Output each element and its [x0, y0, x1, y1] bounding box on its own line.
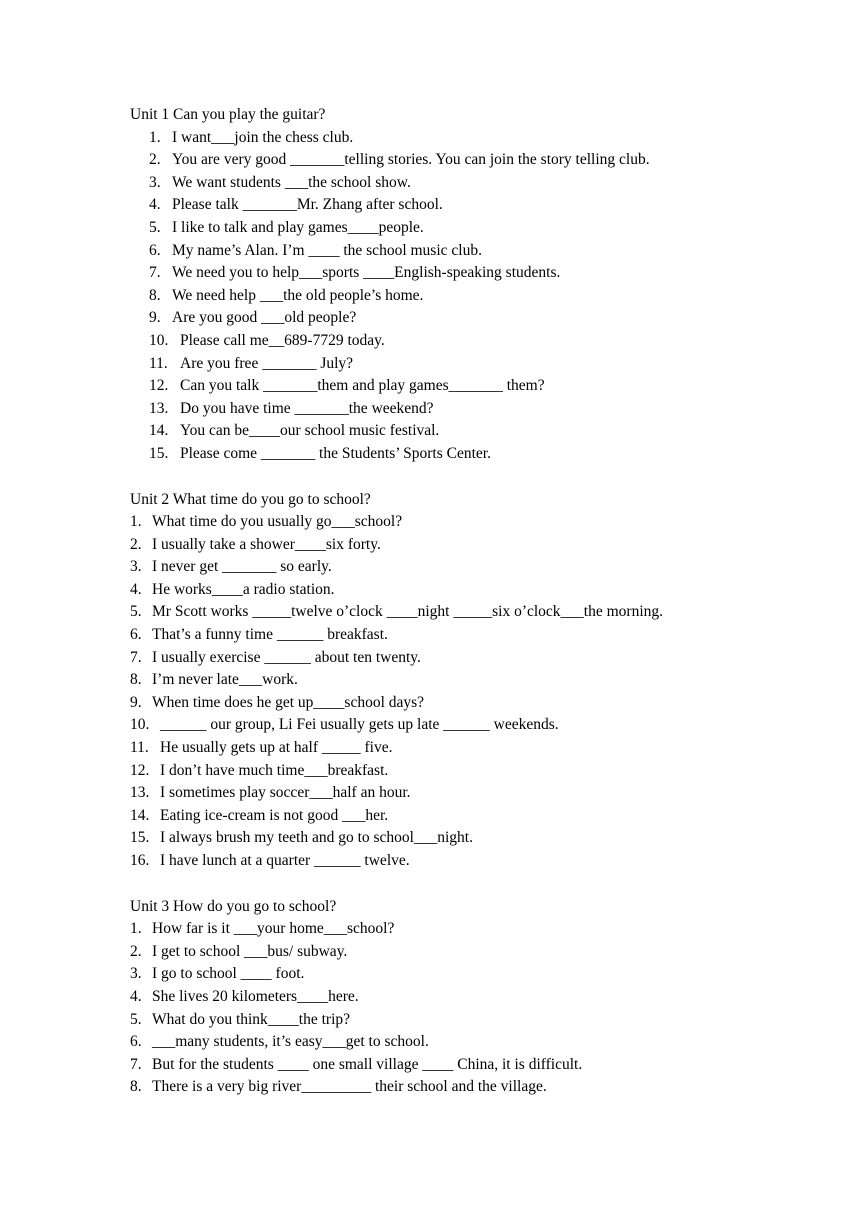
exercise-sentence: We need help ___the old people’s home. — [172, 286, 424, 304]
exercise-number: 7. — [149, 264, 161, 282]
unit-2-title: Unit 2 What time do you go to school? — [130, 490, 371, 508]
exercise-number: 10. — [130, 716, 150, 734]
exercise-item — [130, 1054, 830, 1077]
exercise-number: 14. — [130, 806, 150, 824]
exercise-item — [130, 692, 830, 715]
exercise-item — [130, 330, 830, 353]
exercise-sentence: Are you good ___old people? — [172, 309, 357, 327]
unit-2-exercise-list — [130, 511, 830, 873]
exercise-number: 6. — [130, 626, 142, 644]
exercise-item — [130, 850, 830, 873]
exercise-sentence: She lives 20 kilometers____here. — [152, 987, 359, 1005]
exercise-item — [130, 240, 830, 263]
exercise-sentence: I don’t have much time___breakfast. — [160, 761, 389, 779]
exercise-item — [130, 805, 830, 828]
exercise-number: 1. — [130, 920, 142, 938]
exercise-item — [130, 262, 830, 285]
exercise-sentence: Do you have time _______the weekend? — [180, 399, 434, 417]
exercise-item — [130, 127, 830, 150]
unit-3-title: Unit 3 How do you go to school? — [130, 897, 337, 915]
exercise-number: 9. — [130, 693, 142, 711]
exercise-item — [130, 941, 830, 964]
exercise-sentence: Please call me__689-7729 today. — [180, 331, 385, 349]
unit-1-section — [130, 104, 830, 466]
exercise-number: 2. — [130, 535, 142, 553]
exercise-item — [130, 420, 830, 443]
exercise-number: 4. — [130, 987, 142, 1005]
exercise-item — [130, 737, 830, 760]
exercise-sentence: That’s a funny time ______ breakfast. — [152, 626, 388, 644]
exercise-number: 2. — [149, 151, 161, 169]
exercise-sentence: Mr Scott works _____twelve o’clock ____night _____six o’clock___the morning. — [152, 603, 664, 621]
exercise-number: 8. — [130, 671, 142, 689]
exercise-number: 10. — [149, 331, 169, 349]
exercise-sentence: Eating ice-cream is not good ___her. — [160, 806, 389, 824]
exercise-number: 5. — [130, 603, 142, 621]
exercise-number: 1. — [130, 513, 142, 531]
exercise-item — [130, 149, 830, 172]
exercise-sentence: When time does he get up____school days? — [152, 693, 425, 711]
exercise-item — [130, 963, 830, 986]
exercise-item — [130, 398, 830, 421]
exercise-item — [130, 827, 830, 850]
exercise-sentence: I usually exercise ______ about ten twenty. — [152, 648, 421, 666]
exercise-number: 1. — [149, 128, 161, 146]
exercise-sentence: He usually gets up at half _____ five. — [160, 739, 393, 757]
exercise-number: 15. — [130, 829, 150, 847]
unit-3-section — [130, 896, 830, 1099]
worksheet-page — [130, 104, 830, 1122]
exercise-item — [130, 647, 830, 670]
exercise-item — [130, 285, 830, 308]
exercise-sentence: Are you free _______ July? — [180, 354, 354, 372]
exercise-sentence: There is a very big river_________ their school and the village. — [152, 1078, 547, 1096]
exercise-item — [130, 375, 830, 398]
exercise-item — [130, 194, 830, 217]
exercise-sentence: How far is it ___your home___school? — [152, 920, 395, 938]
exercise-sentence: I never get _______ so early. — [152, 558, 332, 576]
exercise-item — [130, 307, 830, 330]
exercise-number: 12. — [130, 761, 150, 779]
exercise-sentence: I go to school ____ foot. — [152, 965, 305, 983]
exercise-number: 11. — [149, 354, 168, 372]
exercise-item — [130, 556, 830, 579]
exercise-number: 5. — [130, 1010, 142, 1028]
exercise-number: 2. — [130, 942, 142, 960]
exercise-number: 14. — [149, 422, 169, 440]
exercise-item — [130, 1031, 830, 1054]
exercise-number: 3. — [149, 173, 161, 191]
exercise-number: 12. — [149, 377, 169, 395]
exercise-sentence: I have lunch at a quarter ______ twelve. — [160, 852, 410, 869]
exercise-sentence: You can be____our school music festival. — [180, 422, 440, 440]
exercise-item — [130, 443, 830, 466]
exercise-number: 8. — [130, 1078, 142, 1096]
exercise-item — [130, 217, 830, 240]
exercise-sentence: I want___join the chess club. — [172, 128, 354, 146]
exercise-number: 6. — [130, 1033, 142, 1051]
exercise-number: 7. — [130, 1055, 142, 1073]
exercise-sentence: But for the students ____ one small village ____ China, it is difficult. — [152, 1055, 583, 1073]
exercise-sentence: ___many students, it’s easy___get to school. — [152, 1033, 429, 1051]
exercise-sentence: Please talk _______Mr. Zhang after school. — [172, 196, 443, 214]
exercise-sentence: I’m never late___work. — [152, 671, 298, 689]
exercise-number: 15. — [149, 444, 169, 462]
exercise-sentence: Can you talk _______them and play games_______ them? — [180, 377, 545, 395]
exercise-item — [130, 714, 830, 737]
exercise-sentence: I usually take a shower____six forty. — [152, 535, 381, 553]
exercise-sentence: I sometimes play soccer___half an hour. — [160, 784, 411, 802]
exercise-item — [130, 918, 830, 941]
exercise-item — [130, 782, 830, 805]
exercise-item — [130, 601, 830, 624]
exercise-number: 3. — [130, 558, 142, 576]
exercise-sentence: I like to talk and play games____people. — [172, 218, 424, 236]
unit-2-section — [130, 489, 830, 873]
exercise-sentence: You are very good _______telling stories. You can join the story telling club. — [172, 151, 650, 169]
exercise-item — [130, 579, 830, 602]
exercise-sentence: I always brush my teeth and go to school___night. — [160, 829, 473, 847]
exercise-item — [130, 172, 830, 195]
exercise-item — [130, 624, 830, 647]
exercise-item — [130, 986, 830, 1009]
exercise-sentence: He works____a radio station. — [152, 580, 335, 598]
exercise-item — [130, 511, 830, 534]
exercise-number: 9. — [149, 309, 161, 327]
exercise-number: 8. — [149, 286, 161, 304]
exercise-item — [130, 1009, 830, 1032]
exercise-number: 13. — [130, 784, 150, 802]
exercise-sentence: Please come _______ the Students’ Sports Center. — [180, 444, 491, 462]
exercise-number: 4. — [130, 580, 142, 598]
exercise-number: 6. — [149, 241, 161, 259]
unit-1-exercise-list — [130, 127, 830, 466]
exercise-number: 11. — [130, 739, 149, 757]
exercise-sentence: I get to school ___bus/ subway. — [152, 942, 348, 960]
exercise-number: 13. — [149, 399, 169, 417]
exercise-number: 16. — [130, 852, 150, 869]
exercise-item — [130, 669, 830, 692]
unit-1-title: Unit 1 Can you play the guitar? — [130, 106, 326, 123]
exercise-sentence: My name’s Alan. I’m ____ the school music club. — [172, 241, 482, 259]
exercise-sentence: ______ our group, Li Fei usually gets up late ______ weekends. — [160, 716, 559, 734]
exercise-item — [130, 1076, 830, 1099]
exercise-number: 4. — [149, 196, 161, 214]
exercise-sentence: We want students ___the school show. — [172, 173, 411, 191]
exercise-item — [130, 353, 830, 376]
exercise-sentence: What time do you usually go___school? — [152, 513, 403, 531]
exercise-sentence: We need you to help___sports ____English-speaking students. — [172, 264, 561, 282]
exercise-sentence: What do you think____the trip? — [152, 1010, 351, 1028]
exercise-number: 5. — [149, 218, 161, 236]
exercise-number: 7. — [130, 648, 142, 666]
exercise-number: 3. — [130, 965, 142, 983]
exercise-item — [130, 534, 830, 557]
unit-3-exercise-list — [130, 918, 830, 1099]
exercise-item — [130, 760, 830, 783]
